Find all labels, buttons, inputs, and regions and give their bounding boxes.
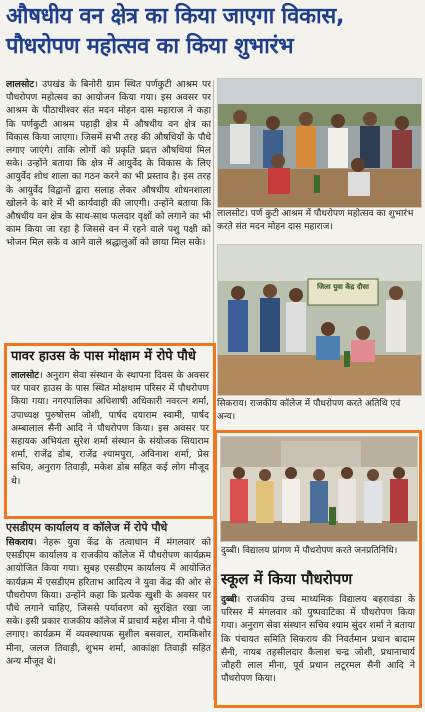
photo-ashram-caption: लालसोट। पर्ण कुटी आश्रम में पौधरोपण महोत्सव का शुभारंभ करते संत मदन मोहन दास महाराज। [217,209,414,232]
sdm-story [6,521,211,707]
school-box [214,430,422,708]
power-house-box [4,343,216,519]
school-story-body-wrap [217,593,419,685]
headline-line-2: पौधरोपण महोत्सव का किया शुभारंभ [6,34,294,59]
power-house-dateline: लालसोट [11,370,40,381]
photo-ashram-plantation [217,78,422,208]
school-story-title: स्कूल में किया पौधरोपण [221,570,353,588]
photo-college-caption: सिकराय। राजकीय कॉलेज में पौधरोपण करते अतिथि एवं अन्य। [217,399,401,422]
school-story-body: । राजकीय उच्च माध्यमिक विद्यालय बहरावंडा के परिसर में मंगलवार को पुष्पवाटिका में पौधरोपण किया गया। अनुराग सेवा संस्थान सचिव श्याम सुंदर शर्मा ने बताया कि पंचायत समिति सिकराय की निवर्तमान प्रधान बादाम सैनी, नायब तहसीलदार कैलाश चन्द्र जोशी, प्रधानाचार्य जौहरी लाल मीना, पूर्व प्रधान लटूरमल सैनी आदि ने पौधरोपण किया। [221,594,416,685]
main-story-dateline: लालसोट [6,79,35,90]
power-house-body-wrap [7,369,213,488]
sdm-story-dateline: सिकराय [6,537,34,548]
headline [6,2,420,62]
main-story-body: । उपखंड के बिनोरी ग्राम स्थित पर्णकुटी आश्रम पर पौधरोपण महोत्सव का आयोजन किया गया। इस अवसर पर आश्रम के पीठाधीश्वर संत मदन मोहन दास महाराज ने कहा कि पर्णकुटी आश्रम पहाड़ी क्षेत्र में औषधीय वन क्षेत्र का विकास किया जाएगा। जिसमें सभी तरह की औषधियों के पौधे लगाए जाएंगे। ताकि लोगों को प्रकृति प्रदत्त औषधियां मिल सके। उन्होंने बताया कि क्षेत्र में आयुर्वेद के विकास के लिए आयुर्वेद शोध शाला का गठन करने का भी प्रस्ताव है। इस तरह के आयुर्वेद विद्वानों द्वारा सलाह लेकर औषधीय शोधनशाला खोलने के बारे में भी कार्यवाही की जाएगी। उन्होंने बताया कि औषधीय वन क्षेत्र के साथ-साथ फलदार वृक्षों को लगाने का भी काम किया जा रहा है जिससे वन में रहने वाले पशु पक्षी को भोजन मिल सके व आने वाले श्रद्धालुओं को छाया मिल सके। [6,79,211,249]
school-story-dateline: दुब्बी [221,594,237,605]
school-photo-caption: दुब्बी। विद्यालय प्रांगण में पौधरोपण करते जनप्रतिनिधि। [221,546,398,556]
power-house-title: पावर हाउस के पास मोक्षाम में रोपे पौधे [11,349,196,364]
photo-college-image [218,245,421,395]
photo-school-image [221,437,417,541]
power-house-body: । अनुराग सेवा संस्थान के स्थापना दिवस के अवसर पर पावर हाउस के पास स्थित मोक्षधाम परिसर में पौधरोपण किया गया। नगरपालिका अधिशाषी अधिकारी नवरत्न शर्मा, उपाध्यक्ष पुरुषोत्तम जोशी, पार्षद दयाराम स्वामी, पार्षद अम्बालाल सैनी आदि ने पौधरोपण किया। इस अवसर पर सहायक अभियंता सुरेश शर्मा संस्थान के संयोजक सियाराम शर्मा, राजेंद्र डोब, राजेंद्र श्यामपुरा, अविनाश शर्मा, प्रेस सचिव, अनुराग तिवाड़ी, मकेश डोब सहित कई लोग मौजूद थे। [11,370,209,487]
photo-college-plantation [217,244,422,396]
main-story [6,78,211,340]
sdm-story-body: । नेहरू युवा केंद्र के तत्वाधान में मंगलवार को एसडीएम कार्यालय व राजकीय कॉलेज में पौधरोपण कार्यक्रम आयोजित किया गया। सुबह एसडीएम कार्यालय में आयोजित कार्यक्रम में एसडीएम हरिताभ आदित्य ने युवा केंद्र की ओर से पौधरोपण किया। उन्होंने कहा कि प्रत्येक खुशी के अवसर पर पौधे लगाने चाहिए, जिससे पर्यावरण को सुरक्षित रखा जा सके। इसी प्रकार राजकीय कॉलेज में प्राचार्य महेश मीना ने पौधे लगाए। कार्यक्रम में व्यवस्थापक सुशील बसवाल, रामकिशोर मीना, जलज तिवाड़ी, शुभम शर्मा, आकांक्षा तिवाड़ी सहित अन्य मौजूद थे। [6,537,211,667]
photo-school-plantation [220,436,418,542]
sdm-story-title: एसडीएम कार्यालय व कॉलेज में रोपे पौधे [6,521,168,534]
headline-line-1: औषधीय वन क्षेत्र का किया जाएगा विकास, [6,4,344,29]
photo-ashram-image [218,79,421,207]
photo-college-banner: जिला युवा केंद्र दौसा [317,283,369,291]
